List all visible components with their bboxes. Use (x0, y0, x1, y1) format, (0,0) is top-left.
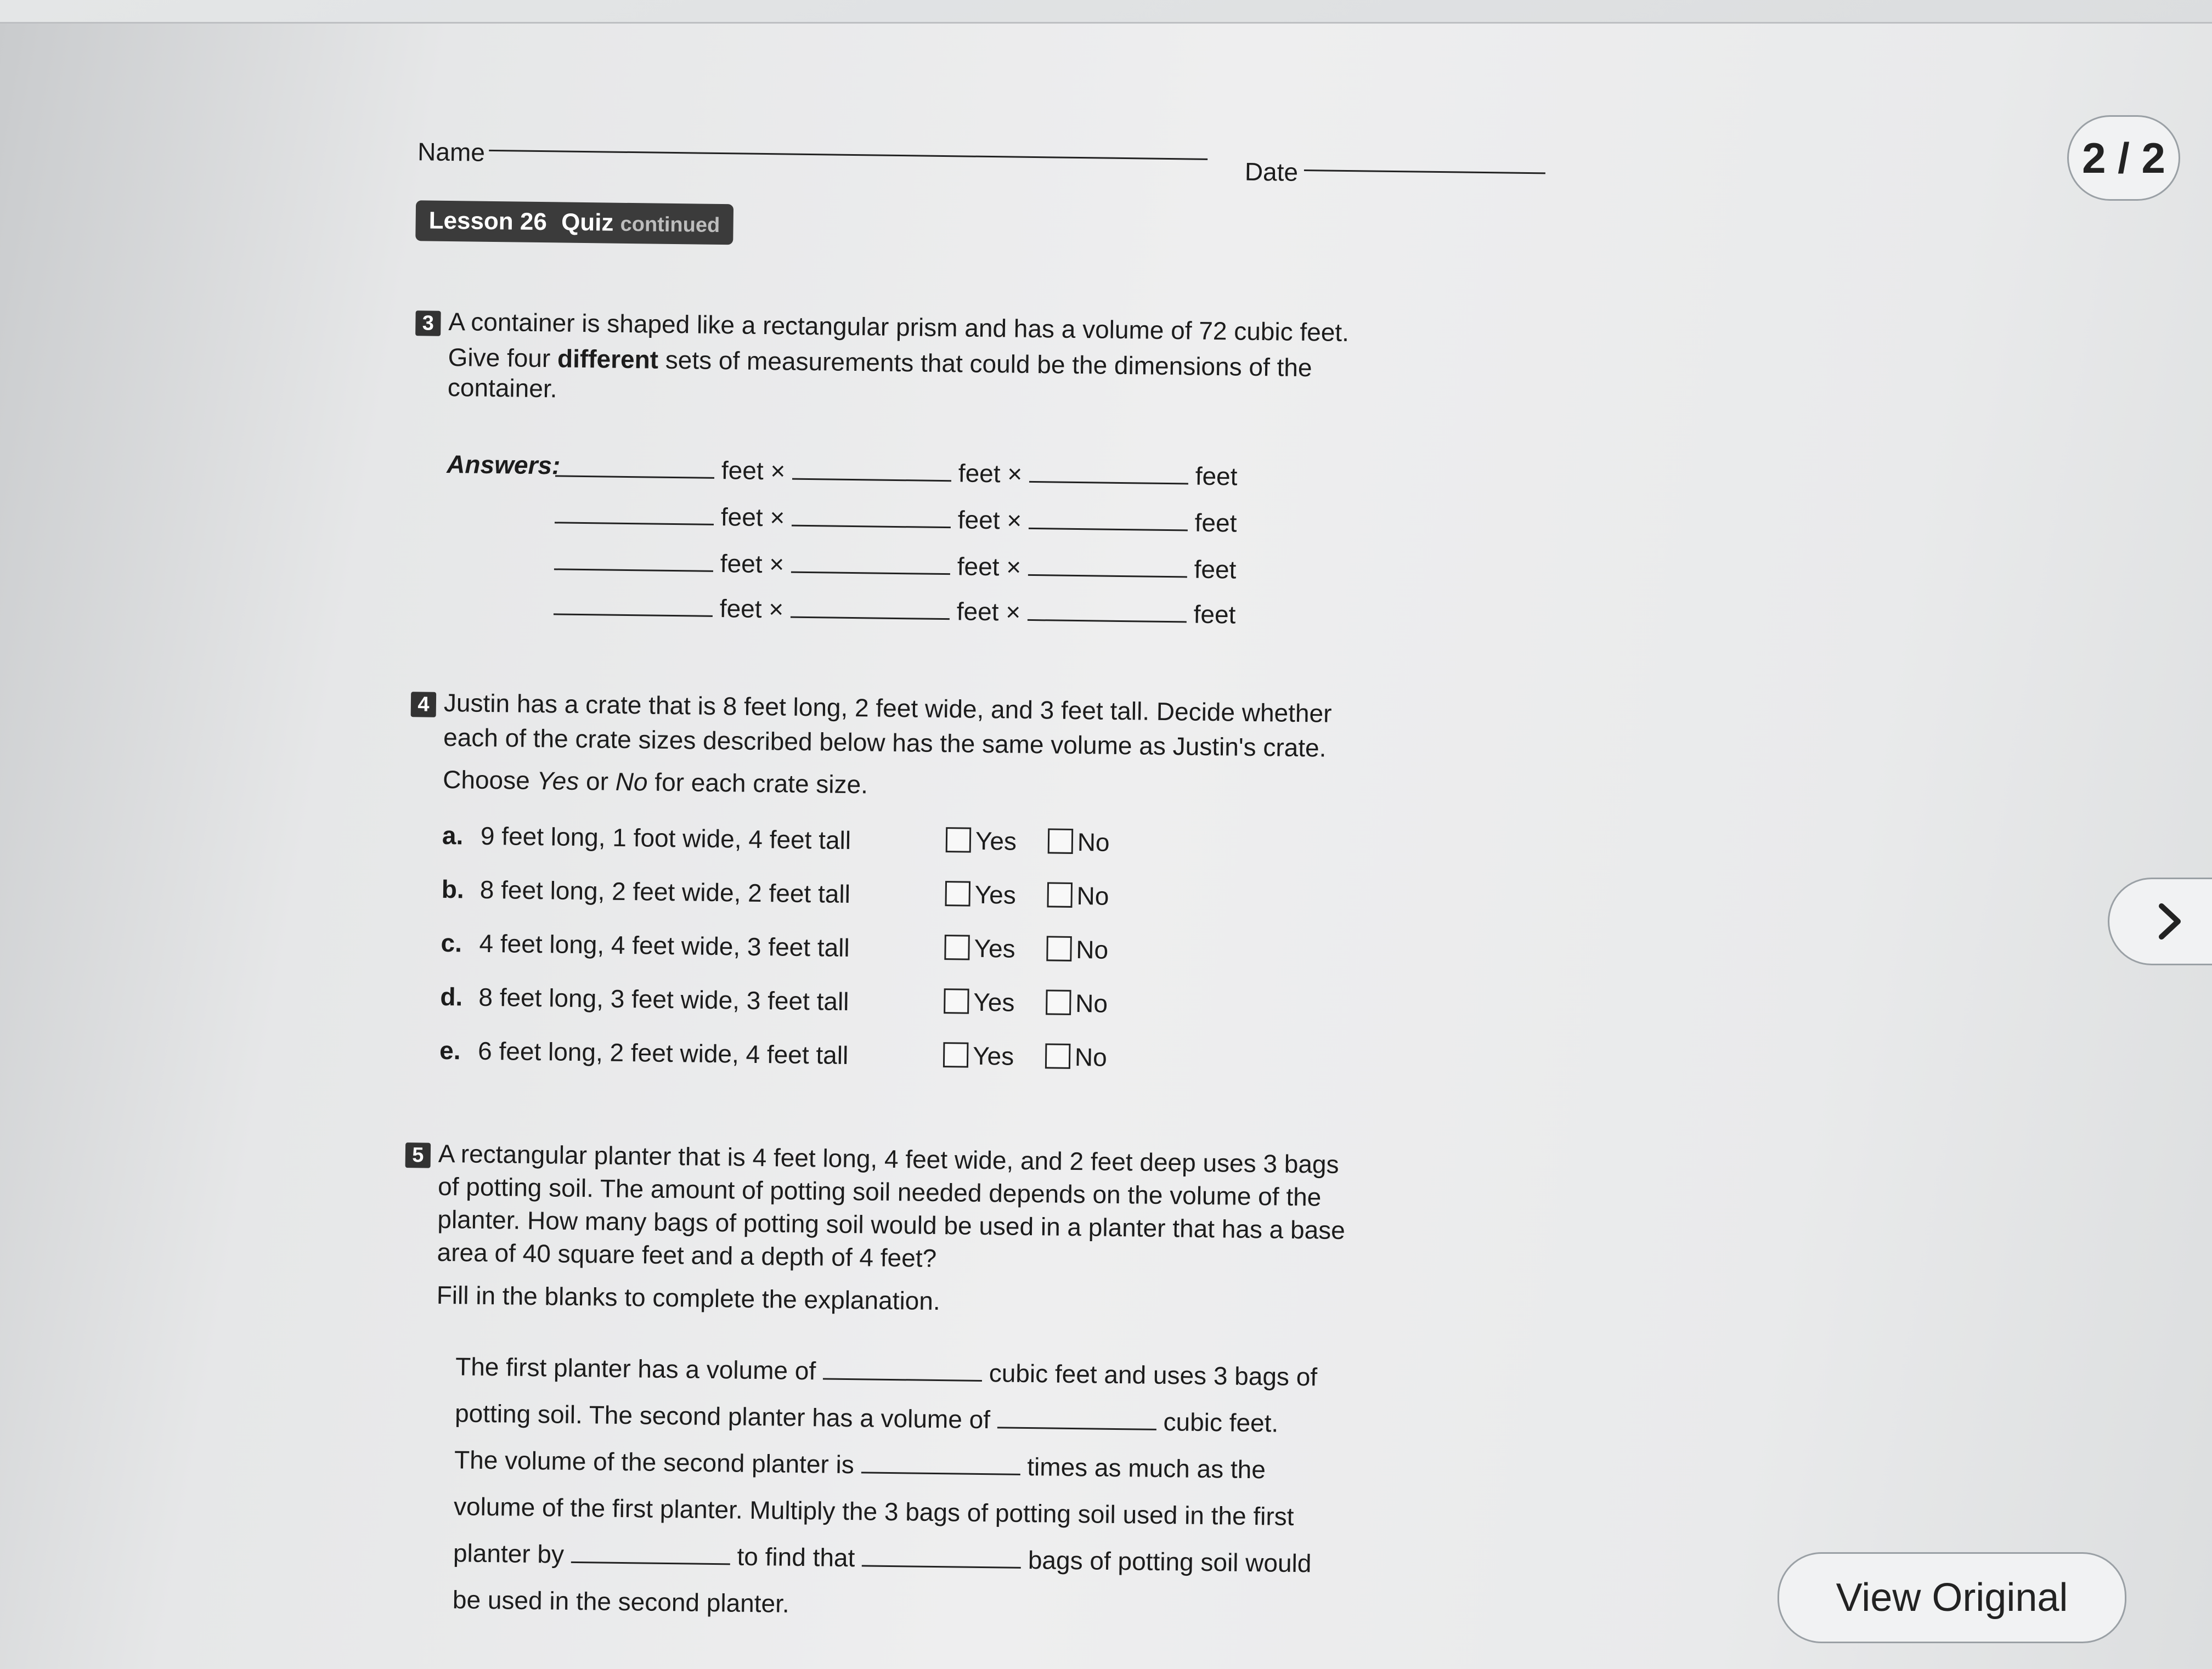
q5-instruction: Fill in the blanks to complete the explanation. (436, 1280, 940, 1316)
q4-instruction: Choose Yes or No for each crate size. (442, 765, 868, 799)
fill-blank[interactable] (862, 1546, 1021, 1569)
q5-para-line5: planter by to find that bags of potting soil would (453, 1538, 1312, 1578)
answer-row-4: feet × feet × feet (554, 591, 1236, 630)
q4-choices-c (944, 933, 1108, 965)
checkbox-icon[interactable] (944, 988, 969, 1014)
answer-blank[interactable] (1029, 509, 1188, 531)
q4-item-c: c. 4 feet long, 4 feet wide, 3 feet tall (441, 928, 850, 962)
banner-lesson: Lesson 26 (428, 207, 548, 236)
answer-row-2: feet × feet × feet (555, 500, 1237, 538)
q3-line2: Give four different sets of measurements that could be the dimensions of the (448, 342, 1312, 382)
document-page (0, 22, 2212, 1669)
checkbox-icon[interactable] (945, 881, 970, 907)
q4-item-e: e. 6 feet long, 2 feet wide, 4 feet tall (439, 1036, 849, 1070)
q5-line4: area of 40 square feet and a depth of 4 feet? (437, 1237, 937, 1272)
checkbox-icon[interactable] (946, 827, 972, 853)
no-option[interactable]: No (1046, 935, 1108, 964)
q4-item-a: a. 9 feet long, 1 foot wide, 4 feet tall (442, 821, 851, 855)
answer-blank[interactable] (1029, 462, 1188, 485)
q4-choices-d (944, 987, 1108, 1019)
q5-para-line2: potting soil. The second planter has a volume of cubic feet. (454, 1399, 1279, 1438)
q5-number: 5 (405, 1142, 431, 1168)
q4-choices-e (943, 1040, 1107, 1073)
checkbox-icon[interactable] (1046, 936, 1072, 961)
answers-label: Answers: (446, 449, 561, 480)
answer-blank[interactable] (792, 506, 951, 529)
answer-blank[interactable] (791, 553, 950, 575)
q3-line3: container. (447, 372, 557, 403)
q5-para-line6: be used in the second planter. (452, 1585, 790, 1618)
answer-blank[interactable] (792, 460, 951, 482)
no-option[interactable]: No (1047, 881, 1109, 910)
answer-blank[interactable] (555, 503, 714, 525)
worksheet (406, 117, 1426, 1618)
q4-item-d: d. 8 feet long, 3 feet wide, 3 feet tall (440, 982, 849, 1016)
chevron-right-icon (2153, 899, 2186, 943)
name-label: Name (417, 137, 486, 167)
checkbox-icon[interactable] (943, 1042, 969, 1068)
checkbox-icon[interactable] (1046, 989, 1071, 1015)
answer-blank[interactable] (554, 595, 713, 617)
q5-para-line1: The first planter has a volume of cubic feet and uses 3 bags of (455, 1352, 1318, 1391)
q4-line1: 4 Justin has a crate that is 8 feet long, 2 feet wide, and 3 feet tall. Decide whether (411, 687, 1332, 729)
q5-line2: of potting soil. The amount of potting soil needed depends on the volume of the (437, 1172, 1322, 1212)
yes-option[interactable]: Yes (946, 826, 1017, 856)
name-line (489, 150, 1207, 160)
next-page-button[interactable] (2108, 878, 2212, 965)
view-original-button[interactable]: View Original (1778, 1552, 2126, 1643)
banner-sub: continued (620, 212, 720, 237)
yes-option[interactable]: Yes (945, 880, 1016, 909)
no-option[interactable]: No (1045, 1042, 1107, 1071)
checkbox-icon[interactable] (1047, 882, 1073, 908)
answer-blank[interactable] (554, 550, 713, 572)
yes-option[interactable]: Yes (944, 933, 1015, 963)
date-line (1304, 169, 1545, 174)
checkbox-icon[interactable] (944, 935, 970, 960)
yes-option[interactable]: Yes (943, 1041, 1014, 1071)
q4-item-b: b. 8 feet long, 2 feet wide, 2 feet tall (441, 874, 851, 908)
banner-quiz: Quiz (561, 208, 614, 236)
fill-blank[interactable] (823, 1359, 982, 1382)
fill-blank[interactable] (861, 1453, 1020, 1475)
answer-row-1: feet × feet × feet (555, 453, 1238, 491)
answer-row-3: feet × feet × feet (554, 546, 1237, 585)
checkbox-icon[interactable] (1045, 1043, 1071, 1069)
q4-line2: each of the crate sizes described below has the same volume as Justin's crate. (443, 722, 1327, 762)
q3-line1: 3 A container is shaped like a rectangular prism and has a volume of 72 cubic feet. (415, 306, 1349, 348)
no-option[interactable]: No (1046, 988, 1108, 1017)
checkbox-icon[interactable] (1048, 828, 1074, 854)
q5-para-line3: The volume of the second planter is times as much as the (454, 1445, 1266, 1484)
yes-option[interactable]: Yes (944, 987, 1015, 1017)
date-label: Date (1244, 157, 1299, 186)
answer-blank[interactable] (791, 598, 950, 620)
lesson-banner (415, 200, 733, 245)
page-indicator: 2 / 2 (2067, 115, 2180, 201)
q5-line3: planter. How many bags of potting soil would be used in a planter that has a base (437, 1204, 1346, 1245)
q4-number: 4 (411, 692, 437, 717)
q4-choices-b (945, 879, 1109, 912)
answer-blank[interactable] (1028, 556, 1187, 578)
no-option[interactable]: No (1047, 827, 1109, 856)
fill-blank[interactable] (997, 1408, 1156, 1430)
q5-line1: 5 A rectangular planter that is 4 feet long, 4 feet wide, and 2 feet deep uses 3 bags (405, 1138, 1339, 1180)
q5-para-line4: volume of the first planter. Multiply the 3 bags of potting soil used in the first (453, 1492, 1294, 1531)
q4-choices-a (946, 825, 1110, 858)
q3-number: 3 (415, 310, 441, 336)
answer-blank[interactable] (1028, 601, 1187, 623)
fill-blank[interactable] (571, 1543, 730, 1565)
answer-blank[interactable] (555, 456, 714, 479)
